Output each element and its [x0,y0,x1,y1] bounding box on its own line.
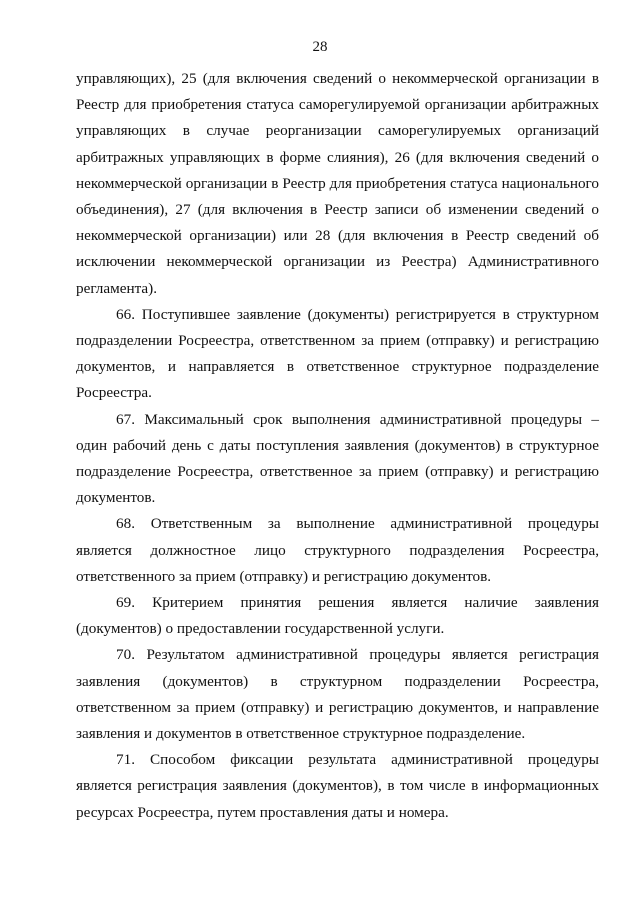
paragraph-67: 67. Максимальный срок выполнения административной процедуры – один рабочий день с даты поступления заявления (документов) в структурное подразделение Росреестра, ответственное за прием (отправку) и регистрацию документов. [76,410,599,507]
paragraph-68: 68. Ответственным за выполнение административной процедуры является должностное лицо структурного подразделения Росреестра, ответственного за прием (отправку) и регистрацию документов. [76,515,599,585]
paragraph-70: 70. Результатом административной процедуры является регистрация заявления (документов) в структурном подразделении Росреестра, ответственном за прием (отправку) и регистрацию документов, и направление заявления и документов в ответственное структурное подразделение. [76,646,599,743]
document-body [76,66,599,826]
paragraph-71: 71. Способом фиксации результата административной процедуры является регистрация заявления (документов), в том числе в информационных ресурсах Росреестра, путем проставления даты и номера. [76,751,599,821]
paragraph-continuation: управляющих), 25 (для включения сведений о некоммерческой организации в Реестр для приобретения статуса саморегулируемой организации арбитражных управляющих в случае реорганизации саморегулируемых организаций арбитражных управляющих в форме слияния), 26 (для включения сведений о некоммерческой организации в Реестр для приобретения статуса национального объединения), 27 (для включения в Реестр записи об изменении сведений о некоммерческой организации) или 28 (для включения в Реестр сведений об исключении некоммерческой организации из Реестра) Административного регламента). [76,70,599,297]
paragraph-66: 66. Поступившее заявление (документы) регистрируется в структурном подразделении Росреестра, ответственном за прием (отправку) и регистрацию документов, и направляется в ответственное структурное подразделение Росреестра. [76,305,599,402]
page-number: 28 [312,39,328,55]
paragraph-69: 69. Критерием принятия решения является наличие заявления (документов) о предоставлении государственной услуги. [76,594,599,638]
